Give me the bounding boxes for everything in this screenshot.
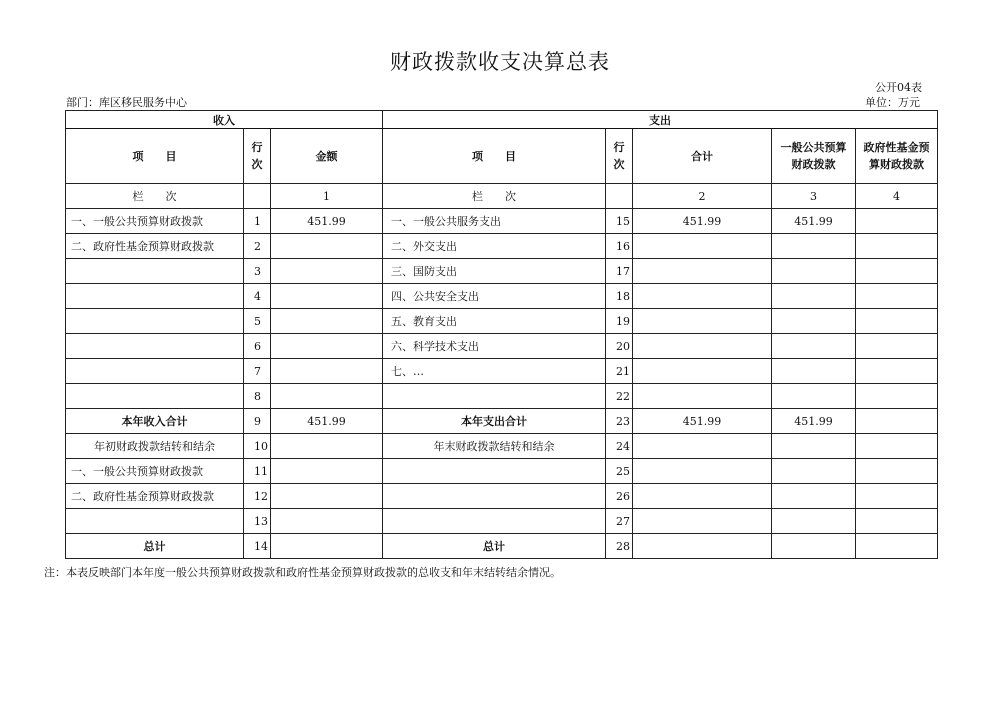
header-expense-item: 项 目 <box>383 129 606 184</box>
expense-fund-cell <box>856 209 938 234</box>
income-item-cell: 本年收入合计 <box>66 409 244 434</box>
income-amount-cell <box>271 384 383 409</box>
expense-row-no-cell: 16 <box>606 234 633 259</box>
expense-row-no-cell: 28 <box>606 534 633 559</box>
income-row-no-cell: 2 <box>244 234 271 259</box>
col-index-blank <box>606 184 633 209</box>
expense-item-cell <box>383 509 606 534</box>
expense-total-cell <box>633 259 772 284</box>
expense-fund-cell <box>856 384 938 409</box>
department-label: 部门：库区移民服务中心 <box>66 96 187 109</box>
income-item-cell <box>66 359 244 384</box>
income-amount-cell <box>271 309 383 334</box>
income-row-no-cell: 5 <box>244 309 271 334</box>
expense-row-no-cell: 25 <box>606 459 633 484</box>
expense-fund-cell <box>856 434 938 459</box>
expense-item-cell: 六、科学技术支出 <box>383 334 606 359</box>
income-row-no-cell: 11 <box>244 459 271 484</box>
header-expense-row-no: 行次 <box>606 129 633 184</box>
table-row <box>66 509 938 534</box>
expense-fund-cell <box>856 284 938 309</box>
col-index-1: 1 <box>271 184 383 209</box>
budget-summary-table <box>65 110 938 559</box>
expense-total-cell <box>633 359 772 384</box>
income-section-header: 收入 <box>66 111 383 129</box>
expense-item-cell: 五、教育支出 <box>383 309 606 334</box>
expense-total-cell <box>633 509 772 534</box>
expense-row-no-cell: 23 <box>606 409 633 434</box>
table-row <box>66 309 938 334</box>
income-item-cell: 二、政府性基金预算财政拨款 <box>66 484 244 509</box>
col-index-3: 3 <box>772 184 856 209</box>
expense-total-cell: 451.99 <box>633 409 772 434</box>
income-item-cell: 总计 <box>66 534 244 559</box>
expense-total-cell <box>633 234 772 259</box>
table-row <box>66 234 938 259</box>
expense-total-cell: 451.99 <box>633 209 772 234</box>
income-row-no-cell: 8 <box>244 384 271 409</box>
income-amount-cell <box>271 484 383 509</box>
income-row-no-cell: 6 <box>244 334 271 359</box>
expense-fund-cell <box>856 459 938 484</box>
expense-item-cell: 总计 <box>383 534 606 559</box>
expense-general-cell <box>772 484 856 509</box>
header-income-item: 项 目 <box>66 129 244 184</box>
expense-item-cell <box>383 384 606 409</box>
expense-row-no-cell: 27 <box>606 509 633 534</box>
expense-row-no-cell: 21 <box>606 359 633 384</box>
table-row <box>66 459 938 484</box>
income-row-no-cell: 3 <box>244 259 271 284</box>
income-amount-cell <box>271 334 383 359</box>
expense-total-cell <box>633 434 772 459</box>
col-index-label-income: 栏 次 <box>66 184 244 209</box>
expense-fund-cell <box>856 534 938 559</box>
income-amount-cell: 451.99 <box>271 409 383 434</box>
expense-general-cell: 451.99 <box>772 209 856 234</box>
expense-item-cell: 年末财政拨款结转和结余 <box>383 434 606 459</box>
expense-fund-cell <box>856 509 938 534</box>
table-row <box>66 259 938 284</box>
expense-general-cell <box>772 309 856 334</box>
expense-fund-cell <box>856 359 938 384</box>
income-item-cell: 二、政府性基金预算财政拨款 <box>66 234 244 259</box>
expense-row-no-cell: 15 <box>606 209 633 234</box>
expense-item-cell: 一、一般公共服务支出 <box>383 209 606 234</box>
income-amount-cell <box>271 284 383 309</box>
table-row <box>66 434 938 459</box>
income-row-no-cell: 10 <box>244 434 271 459</box>
income-row-no-cell: 13 <box>244 509 271 534</box>
expense-fund-cell <box>856 309 938 334</box>
expense-item-cell: 三、国防支出 <box>383 259 606 284</box>
expense-total-cell <box>633 484 772 509</box>
table-row <box>66 334 938 359</box>
expense-total-cell <box>633 384 772 409</box>
income-item-cell: 一、一般公共预算财政拨款 <box>66 209 244 234</box>
expense-row-no-cell: 26 <box>606 484 633 509</box>
income-amount-cell <box>271 234 383 259</box>
income-item-cell <box>66 309 244 334</box>
header-gov-fund: 政府性基金预算财政拨款 <box>856 129 938 184</box>
income-row-no-cell: 9 <box>244 409 271 434</box>
table-body <box>66 209 938 559</box>
expense-row-no-cell: 22 <box>606 384 633 409</box>
expense-total-cell <box>633 309 772 334</box>
table-row <box>66 359 938 384</box>
income-amount-cell <box>271 534 383 559</box>
expense-total-cell <box>633 334 772 359</box>
expense-general-cell <box>772 509 856 534</box>
income-amount-cell <box>271 259 383 284</box>
income-amount-cell <box>271 434 383 459</box>
expense-general-cell <box>772 284 856 309</box>
income-row-no-cell: 12 <box>244 484 271 509</box>
income-item-cell <box>66 284 244 309</box>
expense-general-cell <box>772 434 856 459</box>
table-row <box>66 534 938 559</box>
expense-section-header: 支出 <box>383 111 938 129</box>
col-index-2: 2 <box>633 184 772 209</box>
income-row-no-cell: 14 <box>244 534 271 559</box>
income-item-cell <box>66 334 244 359</box>
table-row <box>66 209 938 234</box>
header-amount: 金额 <box>271 129 383 184</box>
expense-total-cell <box>633 534 772 559</box>
expense-row-no-cell: 17 <box>606 259 633 284</box>
table-row <box>66 384 938 409</box>
expense-item-cell: 本年支出合计 <box>383 409 606 434</box>
expense-general-cell <box>772 459 856 484</box>
header-total: 合计 <box>633 129 772 184</box>
income-amount-cell <box>271 509 383 534</box>
expense-general-cell <box>772 234 856 259</box>
expense-general-cell <box>772 384 856 409</box>
expense-fund-cell <box>856 234 938 259</box>
table-row <box>66 484 938 509</box>
expense-item-cell <box>383 459 606 484</box>
income-row-no-cell: 4 <box>244 284 271 309</box>
col-index-4: 4 <box>856 184 938 209</box>
income-amount-cell <box>271 459 383 484</box>
unit-label: 单位：万元 <box>865 96 920 109</box>
expense-fund-cell <box>856 334 938 359</box>
expense-total-cell <box>633 284 772 309</box>
col-index-blank <box>244 184 271 209</box>
expense-general-cell <box>772 334 856 359</box>
col-index-label-expense: 栏 次 <box>383 184 606 209</box>
expense-item-cell: 七、… <box>383 359 606 384</box>
expense-row-no-cell: 24 <box>606 434 633 459</box>
table-row <box>66 409 938 434</box>
page-title: 财政拨款收支决算总表 <box>390 50 610 74</box>
expense-row-no-cell: 18 <box>606 284 633 309</box>
expense-item-cell: 四、公共安全支出 <box>383 284 606 309</box>
income-row-no-cell: 7 <box>244 359 271 384</box>
expense-row-no-cell: 20 <box>606 334 633 359</box>
income-item-cell: 一、一般公共预算财政拨款 <box>66 459 244 484</box>
income-item-cell <box>66 259 244 284</box>
footnote: 注：本表反映部门本年度一般公共预算财政拨款和政府性基金预算财政拨款的总收支和年末结转结余情况。 <box>44 566 561 579</box>
expense-general-cell <box>772 259 856 284</box>
table-row <box>66 284 938 309</box>
expense-fund-cell <box>856 484 938 509</box>
expense-total-cell <box>633 459 772 484</box>
header-general-budget: 一般公共预算财政拨款 <box>772 129 856 184</box>
expense-row-no-cell: 19 <box>606 309 633 334</box>
expense-item-cell <box>383 484 606 509</box>
income-item-cell <box>66 509 244 534</box>
expense-fund-cell <box>856 409 938 434</box>
header-income-row-no: 行次 <box>244 129 271 184</box>
income-row-no-cell: 1 <box>244 209 271 234</box>
expense-fund-cell <box>856 259 938 284</box>
form-number: 公开04表 <box>875 81 922 94</box>
expense-general-cell <box>772 534 856 559</box>
income-amount-cell: 451.99 <box>271 209 383 234</box>
expense-item-cell: 二、外交支出 <box>383 234 606 259</box>
expense-general-cell <box>772 359 856 384</box>
income-item-cell: 年初财政拨款结转和结余 <box>66 434 244 459</box>
income-amount-cell <box>271 359 383 384</box>
income-item-cell <box>66 384 244 409</box>
expense-general-cell: 451.99 <box>772 409 856 434</box>
